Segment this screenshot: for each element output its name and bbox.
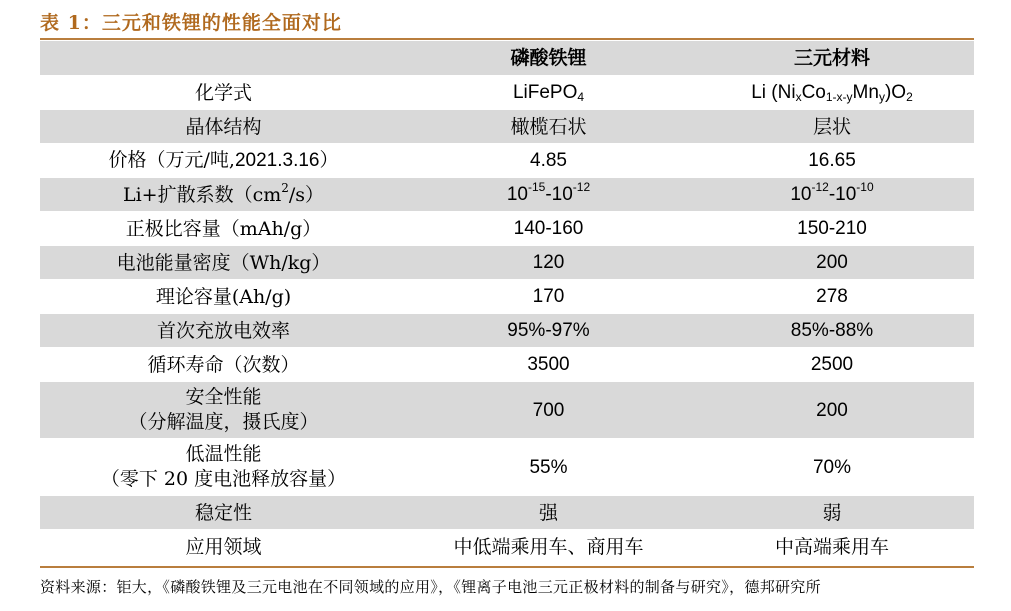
table-row-theoretical-capacity xyxy=(40,280,974,314)
table-row-specific-capacity xyxy=(40,212,974,246)
table-row-application xyxy=(40,530,974,564)
lfp-value: 700 xyxy=(407,382,690,439)
ncm-value: 200 xyxy=(690,382,974,439)
bottom-rule xyxy=(40,566,974,568)
table-row-price xyxy=(40,144,974,178)
table-row-formula xyxy=(40,76,974,110)
ncm-value: 200 xyxy=(690,246,974,280)
ncm-value: $10^{-12}-10^{-10}$ xyxy=(690,178,974,212)
row-label: 价格（万元/吨,2021.3.16） xyxy=(40,144,407,178)
header-row xyxy=(40,41,974,76)
row-label: 低温性能 （零下 20 度电池释放容量） xyxy=(40,439,407,496)
lfp-value: 55% xyxy=(407,439,690,496)
ncm-value: 16.65 xyxy=(690,144,974,178)
ncm-value: 150-210 xyxy=(690,212,974,246)
lfp-value: 95%-97% xyxy=(407,314,690,348)
table-row-diffusion xyxy=(40,178,974,212)
table-row-cycle-life xyxy=(40,348,974,382)
row-label: 稳定性 xyxy=(40,496,407,530)
row-label: 首次充放电效率 xyxy=(40,314,407,348)
lfp-value: 140-160 xyxy=(407,212,690,246)
lfp-value: 橄榄石状 xyxy=(407,110,690,144)
row-label: 化学式 xyxy=(40,76,407,110)
ncm-value: 弱 xyxy=(690,496,974,530)
table-row-low-temp xyxy=(40,439,974,496)
row-label: 正极比容量（mAh/g） xyxy=(40,212,407,246)
table-row-crystal xyxy=(40,110,974,144)
lfp-formula: LiFePO$_4$ xyxy=(407,76,690,110)
table-title: 表 1：三元和铁锂的性能全面对比 xyxy=(40,12,342,34)
lfp-value: 中低端乘用车、商用车 xyxy=(407,530,690,564)
header-ncm: 三元材料 xyxy=(690,41,974,76)
header-lfp: 磷酸铁锂 xyxy=(407,41,690,76)
lfp-value: 170 xyxy=(407,280,690,314)
ncm-formula: Li $(Ni_xCo_{1-x-y}Mn_y)O_2$ xyxy=(690,76,974,110)
row-label: 应用领域 xyxy=(40,530,407,564)
row-label: Li+扩散系数$(cm^2/s)$ xyxy=(40,178,407,212)
comparison-table xyxy=(40,40,974,563)
row-label: 电池能量密度（Wh/kg） xyxy=(40,246,407,280)
source-note: 资料来源：钜大，《磷酸铁锂及三元电池在不同领域的应用》，《锂离子电池三元正极材料的制备与研究》，德邦研究所 xyxy=(40,578,821,596)
ncm-value: 85%-88% xyxy=(690,314,974,348)
row-label: 理论容量(Ah/g) xyxy=(40,280,407,314)
ncm-value: 中高端乘用车 xyxy=(690,530,974,564)
ncm-value: 层状 xyxy=(690,110,974,144)
header-empty-cell xyxy=(40,41,407,76)
table-row-efficiency xyxy=(40,314,974,348)
lfp-value: 3500 xyxy=(407,348,690,382)
lfp-value: 120 xyxy=(407,246,690,280)
table-row-safety xyxy=(40,382,974,439)
ncm-value: 278 xyxy=(690,280,974,314)
row-label: 晶体结构 xyxy=(40,110,407,144)
ncm-value: 2500 xyxy=(690,348,974,382)
row-label: 循环寿命（次数） xyxy=(40,348,407,382)
ncm-value: 70% xyxy=(690,439,974,496)
table-row-energy-density xyxy=(40,246,974,280)
table-row-stability xyxy=(40,496,974,530)
row-label: 安全性能 （分解温度，摄氏度） xyxy=(40,382,407,439)
lfp-value: 4.85 xyxy=(407,144,690,178)
lfp-value: $10^{-15}-10^{-12}$ xyxy=(407,178,690,212)
lfp-value: 强 xyxy=(407,496,690,530)
